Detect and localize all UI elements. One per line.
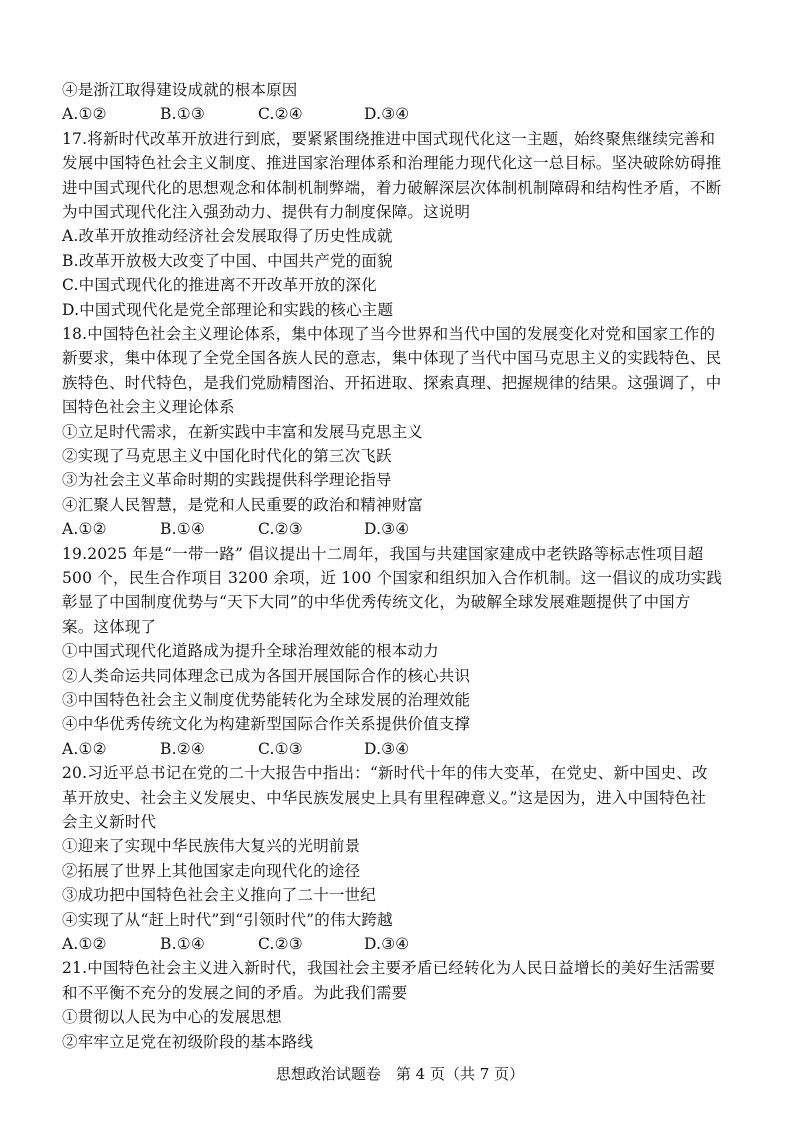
answer-option: A.①② xyxy=(62,520,107,539)
text-line: ③成功把中国特色社会主义推向了二十一世纪 xyxy=(62,886,377,905)
text-line: ④中华优秀传统文化为构建新型国际合作关系提供价值支撑 xyxy=(62,715,471,734)
answer-option: B.①③ xyxy=(160,105,205,124)
text-line: B.改革开放极大改变了中国、中国共产党的面貌 xyxy=(62,251,393,270)
text-line: 进中国式现代化的思想观念和体制机制弊端，着力破解深层次体制机制障碍和结构性矛盾，不断 xyxy=(62,178,722,197)
text-line: 族特色、时代特色，是我们党励精图治、开拓进取、探索真理、把握规律的结果。这强调了，中 xyxy=(62,373,722,392)
text-line: 会主义新时代 xyxy=(62,813,157,831)
text-line: ③中国特色社会主义制度优势能转化为全球发展的治理效能 xyxy=(62,691,471,709)
text-line: ①迎来了实现中华民族伟大复兴的光明前景 xyxy=(62,837,361,856)
text-line: 21.中国特色社会主义进入新时代，我国社会主要矛盾已经转化为人民日益增长的美好生活需要 xyxy=(62,959,716,978)
answer-option: A.①② xyxy=(62,739,107,758)
answer-option: C.①③ xyxy=(258,739,303,758)
text-line: ④实现了从“赶上时代”到“引领时代”的伟大跨越 xyxy=(62,910,393,929)
answer-options-row xyxy=(62,932,409,956)
text-line: 案。这体现了 xyxy=(62,617,157,636)
answer-option: A.①② xyxy=(62,935,107,953)
text-line: 17.将新时代改革开放进行到底，要紧紧围绕推进中国式现代化这一主题，始终聚焦继续完善和 xyxy=(62,129,716,148)
text-line: 新要求，集中体现了全党全国各族人民的意志，集中体现了当代中国马克思主义的实践特色、民 xyxy=(62,349,722,368)
text-line: 和不平衡不充分的发展之间的矛盾。为此我们需要 xyxy=(62,983,408,1002)
text-line: 发展中国特色社会主义制度、推进国家治理体系和治理能力现代化这一总目标。坚决破除妨碍推 xyxy=(62,154,722,173)
text-line: ①立足时代需求，在新实践中丰富和发展马克思主义 xyxy=(62,422,424,441)
answer-option: C.②③ xyxy=(258,520,303,539)
answer-option: A.①② xyxy=(62,105,107,124)
answer-option: C.②④ xyxy=(258,105,303,124)
answer-option: D.③④ xyxy=(364,739,410,758)
answer-option: D.③④ xyxy=(364,935,410,953)
answer-option: B.①④ xyxy=(160,935,205,953)
text-line: ②拓展了世界上其他国家走向现代化的途径 xyxy=(62,861,361,880)
answer-option: D.③④ xyxy=(364,520,410,539)
text-line: ①贯彻以人民为中心的发展思想 xyxy=(62,1008,282,1027)
text-line: 18.中国特色社会主义理论体系，集中体现了当今世界和当代中国的发展变化对党和国家工作的 xyxy=(62,325,716,343)
text-line: 500 个，民生合作项目 3200 余项，近 100 个国家和组织加入合作机制。这一倡议的成功实践 xyxy=(62,569,723,587)
text-line: 19.2025 年是“一带一路” 倡议提出十二周年，我国与共建国家建成中老铁路等标志性项目超 xyxy=(62,544,704,563)
answer-option: B.①④ xyxy=(160,520,205,539)
text-line: ②人类命运共同体理念已成为各国开展国际合作的核心共识 xyxy=(62,666,471,685)
answer-option: B.②④ xyxy=(160,739,205,758)
answer-options-row xyxy=(62,102,409,126)
text-line: D.中国式现代化是党全部理论和实践的核心主题 xyxy=(62,300,394,319)
answer-option: C.②③ xyxy=(258,935,303,953)
text-line: ④汇聚人民智慧，是党和人民重要的政治和精神财富 xyxy=(62,495,424,514)
text-line: C.中国式现代化的推进离不开改革开放的深化 xyxy=(62,276,377,295)
text-line: ③为社会主义革命时期的实践提供科学理论指导 xyxy=(62,471,392,490)
answer-options-row xyxy=(62,737,409,761)
text-line: 为中国式现代化注入强劲动力、提供有力制度保障。这说明 xyxy=(62,203,471,221)
text-line: A.改革开放推动经济社会发展取得了历史性成就 xyxy=(62,227,393,246)
text-line: ②牢牢立足党在初级阶段的基本路线 xyxy=(62,1032,314,1051)
answer-options-row xyxy=(62,517,409,541)
text-line: ②实现了马克思主义中国化时代化的第三次飞跃 xyxy=(62,447,392,465)
page-footer: 思想政治试题卷 第 4 页（共 7 页） xyxy=(275,1065,525,1083)
text-line: 20.习近平总书记在党的二十大报告中指出：“新时代十年的伟大变革，在党史、新中国史、改 xyxy=(62,764,708,783)
text-line: 国特色社会主义理论体系 xyxy=(62,398,235,417)
text-line: ④是浙江取得建设成就的根本原因 xyxy=(62,81,298,99)
text-line: 革开放史、社会主义发展史、中华民族发展史上具有里程碑意义。”这是因为，进入中国特色社 xyxy=(62,788,707,807)
text-line: ①中国式现代化道路成为提升全球治理效能的根本动力 xyxy=(62,642,439,661)
text-line: 彰显了中国制度优势与“天下大同”的中华优秀传统文化，为破解全球发展难题提供了中国方 xyxy=(62,593,691,612)
answer-option: D.③④ xyxy=(364,105,410,124)
